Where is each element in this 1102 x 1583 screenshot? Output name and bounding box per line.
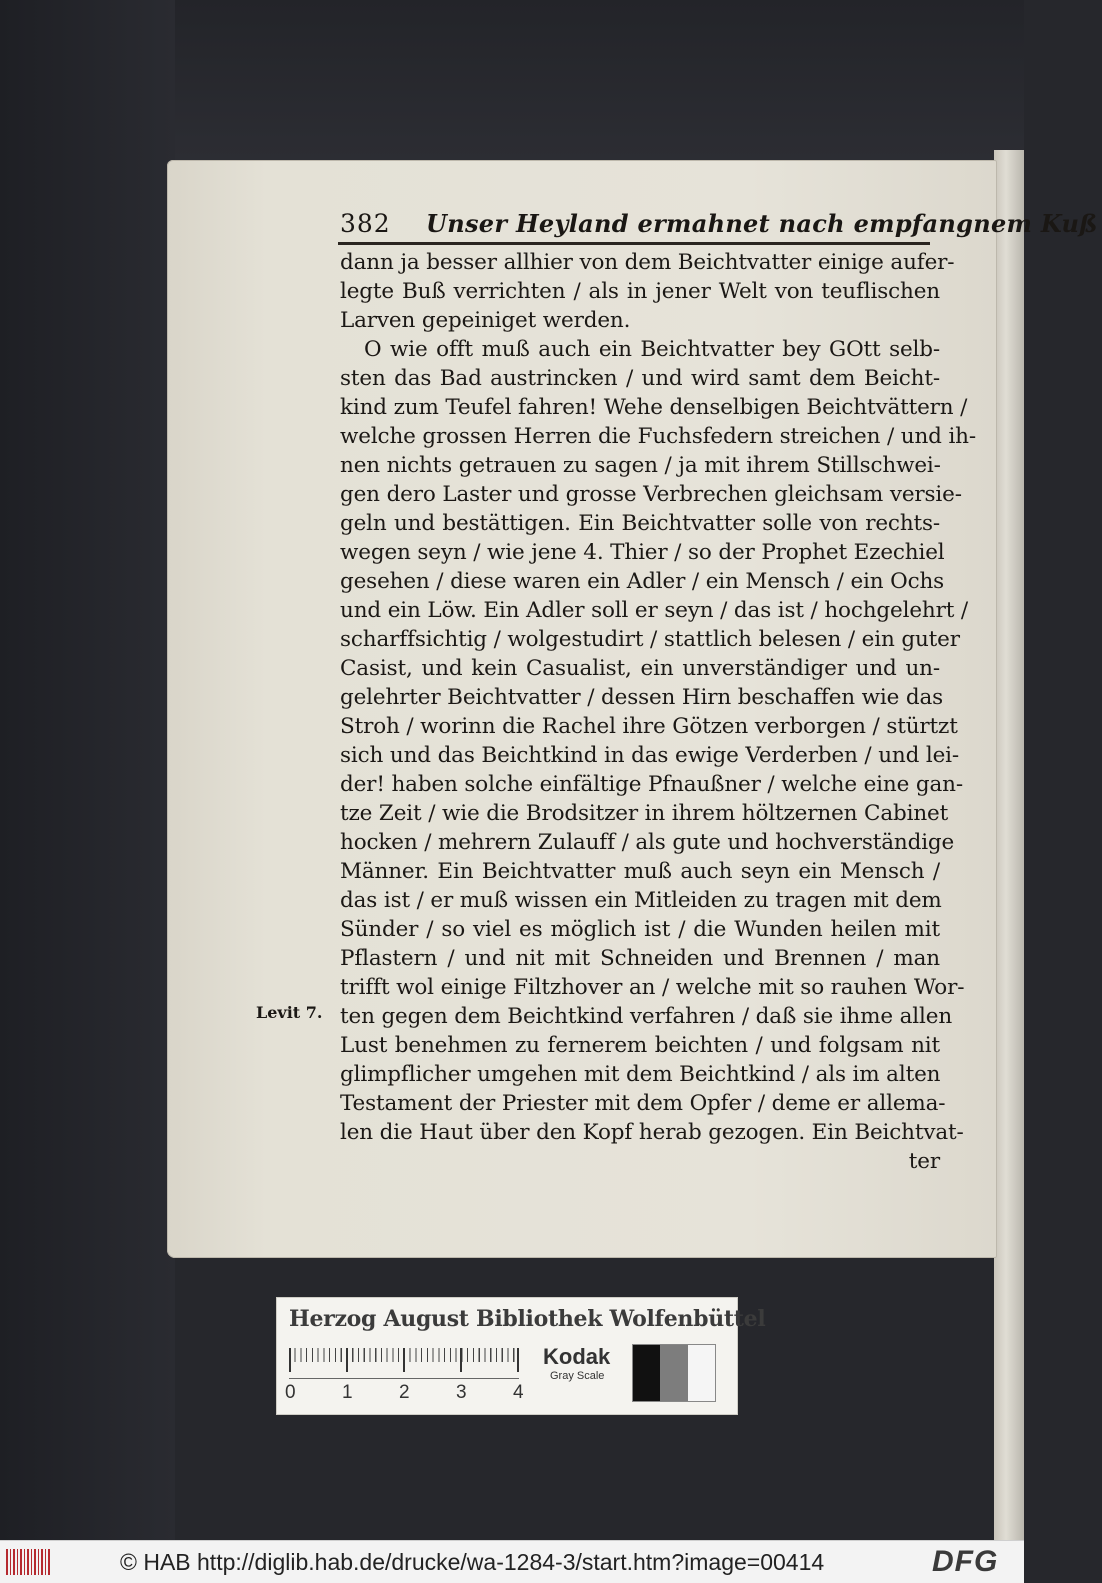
ruler-major-tick — [460, 1348, 462, 1372]
gray-patch — [633, 1345, 660, 1401]
text-line: Testament der Priester mit dem Opfer / deme er allema- — [340, 1091, 946, 1116]
kodak-logo: Kodak — [543, 1344, 611, 1369]
text-line: glimpflicher umgehen mit dem Beichtkind / als im alten — [340, 1062, 941, 1087]
scan-backdrop-left — [0, 0, 175, 1540]
text-line: hocken / mehrern Zulauff / als gute und hochverständige — [340, 830, 955, 855]
margin-note: Levit 7. — [256, 1003, 323, 1022]
text-line: gen dero Laster und grosse Verbrechen gleichsam versie- — [340, 482, 962, 507]
text-line: gelehrter Beichtvatter / dessen Hirn beschaffen wie das — [340, 685, 944, 710]
text-line: nen nichts getrauen zu sagen / ja mit ihrem Stillschwei- — [340, 453, 941, 478]
text-line: wegen seyn / wie jene 4. Thier / so der Prophet Ezechiel — [340, 540, 945, 565]
ruler-major-tick — [517, 1348, 519, 1372]
gray-patch — [660, 1345, 687, 1401]
text-line: dann ja besser allhier von dem Beichtvatter einige aufer- — [340, 250, 955, 275]
running-head: Unser Heyland ermahnet nach empfangnem Kuß — [426, 209, 1098, 238]
text-line: Pflastern / und nit mit Schneiden und Brennen / man — [340, 946, 940, 971]
text-line: Sünder / so viel es möglich ist / die Wunden heilen mit — [340, 917, 940, 942]
ruler-major-tick — [403, 1348, 405, 1372]
text-line: Lust benehmen zu fernerem beichten / und folgsam nit — [340, 1033, 940, 1058]
text-line: scharffsichtig / wolgestudirt / stattlich belesen / ein guter — [340, 627, 960, 652]
footer-bar — [0, 1540, 1024, 1583]
text-line: Casist, und kein Casualist, ein unverständiger und un- — [340, 656, 940, 681]
text-line: welche grossen Herren die Fuchsfedern streichen / und ih- — [340, 424, 976, 449]
catchword: ter — [908, 1149, 940, 1174]
text-line: und ein Löw. Ein Adler soll er seyn / das ist / hochgelehrt / — [340, 598, 968, 623]
color-target-label — [276, 1297, 766, 1415]
copyright-link[interactable]: © HAB http://diglib.hab.de/drucke/wa-1284-3/start.htm?image=00414 — [120, 1549, 825, 1575]
gray-patch — [688, 1345, 715, 1401]
scale-ruler — [289, 1348, 519, 1379]
text-line: trifft wol einige Filtzhover an / welche mit so rauhen Wor- — [340, 975, 965, 1000]
ruler-number: 1 — [342, 1382, 353, 1403]
body-text — [340, 248, 976, 1176]
gray-scale-patches — [632, 1344, 716, 1402]
text-line: sten das Bad austrincken / und wird samt dem Beicht- — [340, 366, 940, 391]
text-line: tze Zeit / wie die Brodsitzer in ihrem höltzernen Cabinet — [340, 801, 949, 826]
text-line: Männer. Ein Beichtvatter muß auch seyn ein Mensch / — [340, 859, 940, 884]
text-line: len die Haut über den Kopf herab gezogen. Ein Beichtvat- — [340, 1120, 964, 1145]
library-name: Herzog August Bibliothek Wolfenbüttel — [289, 1306, 766, 1332]
text-line: ten gegen dem Beichtkind verfahren / daß sie ihme allen — [340, 1004, 953, 1029]
page-number: 382 — [340, 209, 391, 238]
text-line: das ist / er muß wissen ein Mitleiden zu tragen mit dem — [340, 888, 942, 913]
page-header — [340, 209, 1102, 243]
text-line: legte Buß verrichten / als in jener Welt von teuflischen — [340, 279, 940, 304]
ruler-major-tick — [289, 1348, 291, 1372]
ruler-numbers — [285, 1382, 525, 1406]
text-line: Larven gepeiniget werden. — [340, 308, 631, 333]
text-line: geln und bestättigen. Ein Beichtvatter solle von rechts- — [340, 511, 940, 536]
ruler-number: 4 — [513, 1382, 524, 1403]
book-page — [167, 160, 1098, 1258]
ruler-number: 2 — [399, 1382, 410, 1403]
text-line: sich und das Beichtkind in das ewige Verderben / und lei- — [340, 743, 960, 768]
dfg-logo: DFG — [932, 1545, 999, 1578]
text-line: kind zum Teufel fahren! Wehe denselbigen Beichtvättern / — [340, 395, 968, 420]
ruler-number: 3 — [456, 1382, 467, 1403]
text-line: Stroh / worinn die Rachel ihre Götzen verborgen / stürtzt — [340, 714, 958, 739]
text-line: gesehen / diese waren ein Adler / ein Mensch / ein Ochs — [340, 569, 945, 594]
header-rule — [338, 242, 930, 245]
ruler-number: 0 — [285, 1382, 296, 1403]
text-line: O wie offt muß auch ein Beichtvatter bey GOtt selb- — [364, 337, 940, 362]
hab-barcode-icon — [6, 1549, 50, 1575]
kodak-subtitle: Gray Scale — [550, 1370, 605, 1382]
book-edge-strip — [994, 150, 1024, 1540]
ruler-major-tick — [346, 1348, 348, 1372]
text-line: der! haben solche einfältige Pfnaußner / welche eine gan- — [340, 772, 963, 797]
